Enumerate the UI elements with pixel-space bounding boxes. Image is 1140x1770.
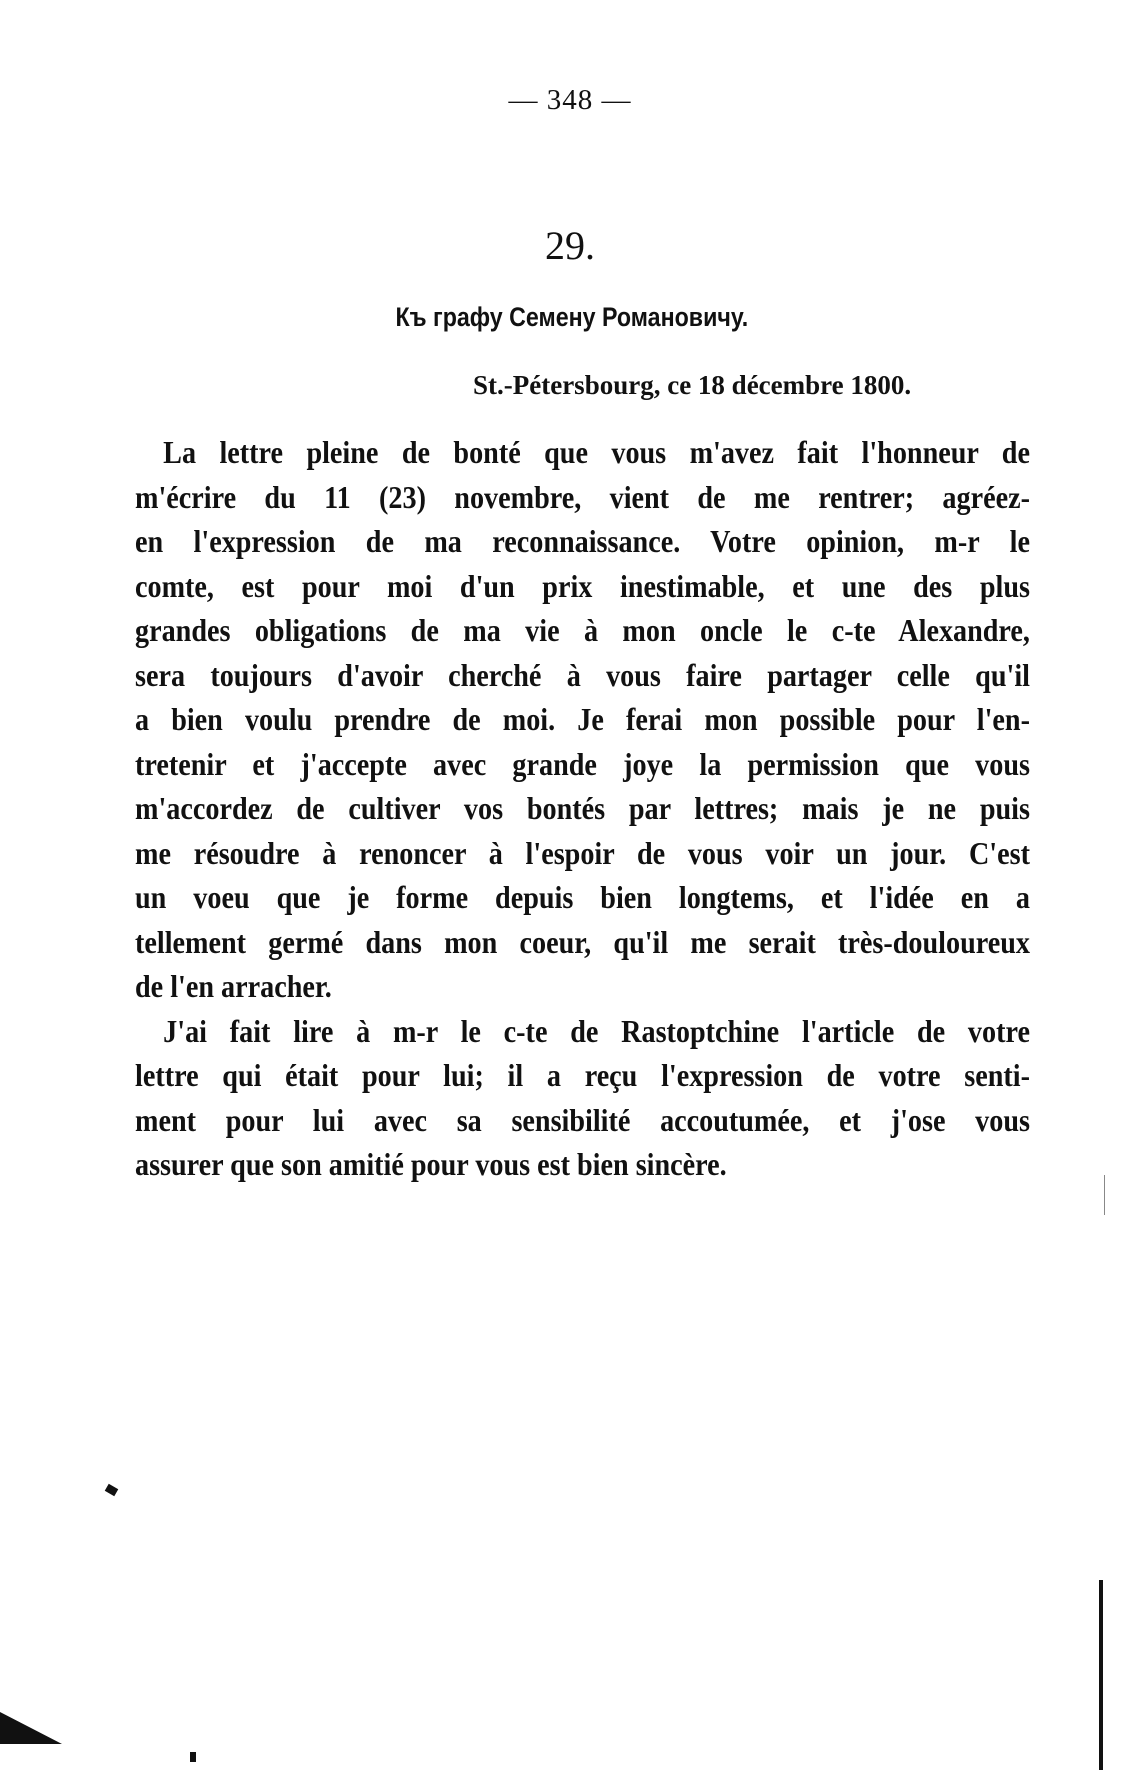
letter-dateline: St.-Pétersbourg, ce 18 décembre 1800. — [473, 370, 912, 400]
scan-edge-line — [1104, 1175, 1105, 1215]
body-line: comte, est pour moi d'un prix inestimable, et une des plus — [135, 567, 1030, 604]
page-number: — 348 — — [508, 84, 632, 116]
letter-number: 29. — [545, 223, 595, 268]
scan-speck — [105, 1484, 119, 1496]
body-line: de l'en arracher. — [135, 968, 332, 1004]
body-line: lettre qui était pour lui; il a reçu l'expression de votre senti- — [135, 1057, 1030, 1093]
body-line: assurer que son amitié pour vous est bien sincère. — [135, 1146, 727, 1182]
body-line: a bien voulu prendre de moi. Je ferai mon possible pour l'en- — [135, 701, 1030, 737]
scan-speck — [190, 1752, 196, 1762]
body-line: tellement germé dans mon coeur, qu'il me serait très-douloureux — [135, 923, 1030, 960]
body-line: m'écrire du 11 (23) novembre, vient de me rentrer; agréez- — [135, 478, 1030, 515]
letter-body — [135, 430, 1030, 1187]
body-line: en l'expression de ma reconnaissance. Votre opinion, m-r le — [135, 523, 1030, 559]
body-line: un voeu que je forme depuis bien longtems, et l'idée en a — [135, 879, 1030, 915]
body-line: La lettre pleine de bonté que vous m'avez fait l'honneur de — [163, 434, 1030, 470]
scan-corner-mark — [0, 1712, 62, 1744]
body-line: tretenir et j'accepte avec grande joye la permission que vous — [135, 745, 1030, 782]
body-line: me résoudre à renoncer à l'espoir de vous voir un jour. C'est — [135, 834, 1030, 871]
body-line: grandes obligations de ma vie à mon oncle le c-te Alexandre, — [135, 612, 1030, 648]
body-line: J'ai fait lire à m-r le c-te de Rastoptchine l'article de votre — [163, 1012, 1030, 1049]
body-line: sera toujours d'avoir cherché à vous faire partager celle qu'il — [135, 656, 1030, 693]
body-line: m'accordez de cultiver vos bontés par lettres; mais je ne puis — [135, 790, 1030, 826]
scan-edge-line — [1099, 1580, 1103, 1770]
letter-recipient: Къ графу Семену Романовичу. — [395, 302, 749, 332]
body-line: ment pour lui avec sa sensibilité accoutumée, et j'ose vous — [135, 1101, 1030, 1138]
